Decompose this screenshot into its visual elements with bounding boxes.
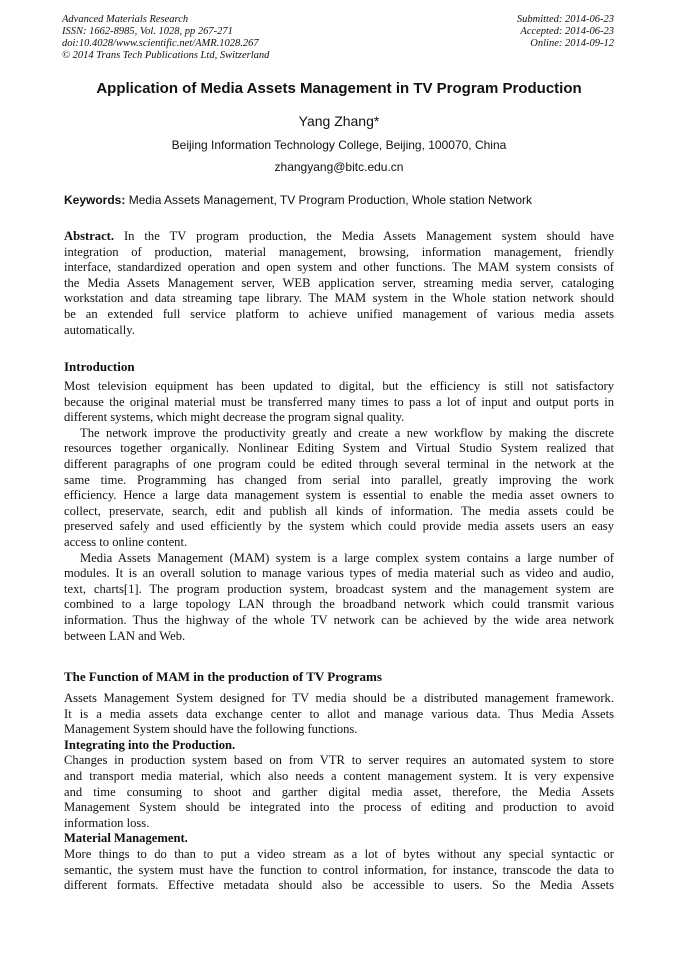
text-line <box>64 426 614 442</box>
line-text: combined to a large topology LAN through the broadband network which could transmit various <box>64 597 614 612</box>
line-text: automatically. <box>64 322 135 337</box>
line-text: Management System should be integrated into the process of editing and production to avoid <box>64 800 614 815</box>
text-line <box>64 691 614 707</box>
text-line <box>64 457 614 473</box>
keywords-text: Media Assets Management, TV Program Production, Whole station Network <box>125 193 532 207</box>
text-line <box>64 488 614 504</box>
line-text: semantic, the system must have the function to control information, for instance, transcode the data to <box>64 862 614 877</box>
section-heading-introduction: Introduction <box>64 359 135 374</box>
text-line <box>64 410 614 426</box>
line-text: efficiency. Hence a large data management system is essential to enable the media asset owners to <box>64 488 614 503</box>
line-text: because the original material must be transferred many times to pass a lot of input and output ports in <box>64 394 614 409</box>
text-line <box>64 597 614 613</box>
text-line <box>64 551 614 567</box>
accepted-date: Accepted: 2014-06-23 <box>520 26 614 37</box>
text-line <box>64 245 614 261</box>
keywords-label: Keywords: <box>64 193 126 207</box>
text-line <box>64 582 614 598</box>
line-text: Material Management. <box>64 831 188 846</box>
line-text: information loss. <box>64 815 150 830</box>
text-line <box>64 504 614 520</box>
text-line <box>64 441 614 457</box>
line-text: the Media Assets Management server, WEB application server, streaming media server, cataloging <box>64 275 614 290</box>
text-line <box>64 307 614 323</box>
line-text: Changes in production system based on from VTR to server requires an automated system to store <box>64 753 614 768</box>
line-text: between LAN and Web. <box>64 628 186 643</box>
text-line <box>64 816 614 832</box>
abstract-label: Abstract. <box>64 229 115 243</box>
line-text: access to online content. <box>64 534 188 549</box>
author-email: zhangyang@bitc.edu.cn <box>274 160 404 174</box>
line-text: preserved safely and used efficiently by the system which could provide media assets users an easy <box>64 519 614 534</box>
line-text: text, charts[1]. The program production system, broadcast system and the management system are <box>64 581 614 596</box>
text-line <box>64 276 614 292</box>
line-text: More things to do than to put a video stream as a lot of bytes without any special syntactic or <box>64 846 614 861</box>
line-text: workstation and data streaming tape library. The MAM system in the Whole station network should <box>64 291 614 306</box>
line-text: Integrating into the Production. <box>64 737 236 752</box>
text-line <box>64 566 614 582</box>
text-line <box>64 707 614 723</box>
paper-title: Application of Media Assets Management in TV Program Production <box>96 80 582 97</box>
text-line <box>64 847 614 863</box>
text-line <box>64 379 614 395</box>
line-text: Assets Management System designed for TV media should be a distributed management framework. <box>64 691 614 705</box>
line-text: same time. Programming has changed from serial into parallel, greatly improving the work <box>64 472 614 487</box>
text-line <box>64 800 614 816</box>
line-text: integration of production, material management, browsing, information management, friendly <box>64 244 614 259</box>
subsection-heading <box>64 831 614 847</box>
issn-volume: ISSN: 1662-8985, Vol. 1028, pp 267-271 <box>62 26 233 37</box>
journal-info <box>62 14 269 62</box>
line-text: be an extended full service platform to achieve unified management of various media assets <box>64 306 614 321</box>
text-line <box>64 260 614 276</box>
line-text: different formats. Effective metadata should also be accessible to users. So the Media Assets <box>64 878 614 893</box>
line-text: Management System should have the following functions. <box>64 722 358 737</box>
text-line <box>64 519 614 535</box>
journal-name: Advanced Materials Research <box>62 14 189 25</box>
text-line <box>64 878 614 894</box>
text-line <box>64 753 614 769</box>
text-line <box>64 229 614 245</box>
text-line <box>64 722 614 738</box>
text-line <box>64 323 614 339</box>
line-text: interface, standardized operation and open system and other functions. The MAM system consists of <box>64 260 614 275</box>
text-line <box>64 863 614 879</box>
text-line <box>64 535 614 551</box>
line-text: information. Thus the highway of the whole TV network can be achieved by the wide area network <box>64 612 614 627</box>
text-line <box>64 395 614 411</box>
text-line <box>64 769 614 785</box>
online-date: Online: 2014-09-12 <box>530 38 614 49</box>
abstract <box>64 229 614 338</box>
line-text: Media Assets Management (MAM) system is a large complex system contains a large number of <box>80 550 614 565</box>
copyright: © 2014 Trans Tech Publications Ltd, Switzerland <box>62 50 270 61</box>
line-text: resources together organically. Nonlinear Editing System and Virtual Studio System realized that <box>64 441 614 456</box>
line-text: The network improve the productivity greatly and create a new workflow by making the discrete <box>80 425 614 440</box>
author-affiliation: Beijing Information Technology College, Beijing, 100070, China <box>171 138 507 152</box>
line-text: collect, preservate, search, edit and publish all kinds of information. The media assets could be <box>64 503 614 518</box>
submitted-date: Submitted: 2014-06-23 <box>516 14 614 25</box>
function-body <box>64 691 614 894</box>
section-heading-function: The Function of MAM in the production of TV Programs <box>64 669 382 684</box>
text-line <box>64 473 614 489</box>
line-text: In the TV program production, the Media Assets Management system should have <box>114 229 614 243</box>
doi: doi:10.4028/www.scientific.net/AMR.1028.267 <box>62 38 259 49</box>
introduction-body <box>64 379 614 644</box>
publication-dates <box>517 14 614 50</box>
line-text: It is a media assets data exchange center to allot and manage various data. Thus Media Assets <box>64 706 614 721</box>
line-text: and time consuming to shoot and garther digital media asset, therefore, the Media Assets <box>64 784 614 799</box>
line-text: modules. It is an overall solution to manage various types of media material such as video and audio, <box>64 566 614 581</box>
author-name: Yang Zhang* <box>298 113 380 129</box>
text-line <box>64 613 614 629</box>
line-text: different systems, which might decrease the program signal quality. <box>64 410 405 425</box>
keywords <box>64 193 532 207</box>
line-text: Most television equipment has been updated to digital, but the efficiency is still not satisfactory <box>64 379 614 393</box>
text-line <box>64 785 614 801</box>
line-text: and transport media material, which also needs a content management system. It is very expensive <box>64 768 614 783</box>
subsection-heading <box>64 738 614 754</box>
text-line <box>64 629 614 645</box>
text-line <box>64 291 614 307</box>
line-text: different paragraphs of one program could be edited through several terminal in the network at the <box>64 456 614 471</box>
